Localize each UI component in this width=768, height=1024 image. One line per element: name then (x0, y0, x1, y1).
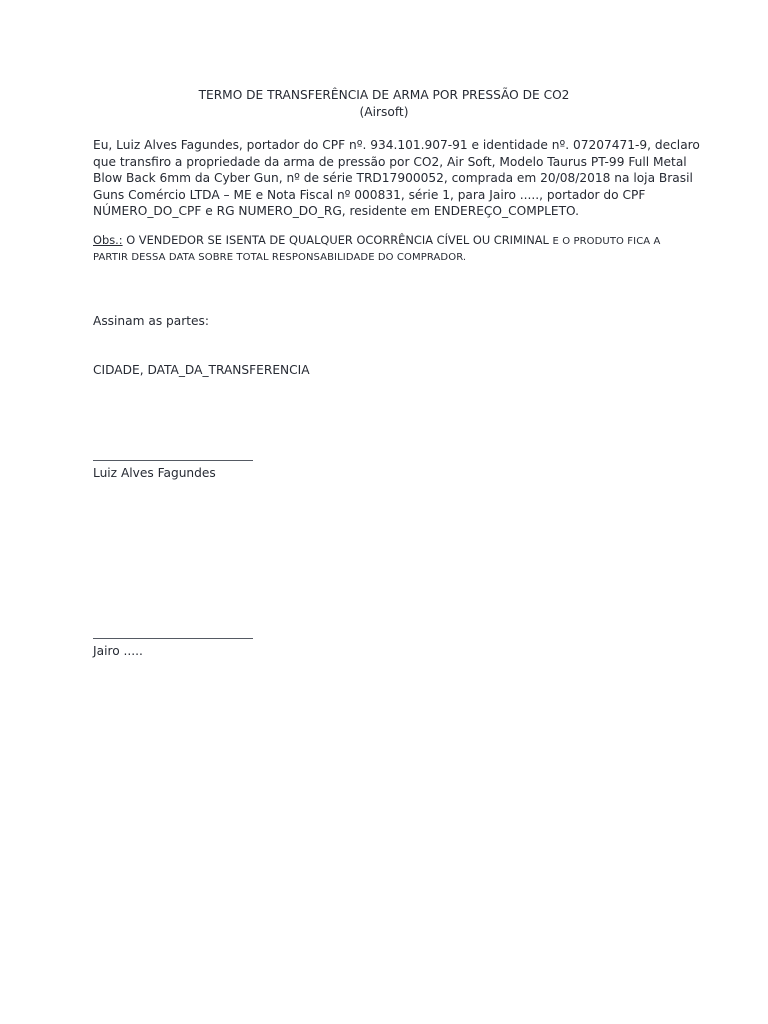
signature-line (93, 460, 253, 461)
observation-label: Obs.: (93, 233, 123, 247)
signature-line (93, 638, 253, 639)
title-subtitle: (Airsoft) (359, 104, 409, 119)
declaration-line: NÚMERO_DO_CPF e RG NUMERO_DO_RG, residente em ENDEREÇO_COMPLETO. (93, 204, 579, 219)
document-title (0, 87, 768, 120)
observation-line: PARTIR DESSA DATA SOBRE TOTAL RESPONSABILIDADE DO COMPRADOR. (93, 251, 467, 263)
seller-signature-block (93, 460, 253, 481)
seller-name: Luiz Alves Fagundes (93, 466, 216, 480)
declaration-line: Guns Comércio LTDA – ME e Nota Fiscal nº 000831, série 1, para Jairo ....., portador do CPF (93, 187, 646, 202)
observation-line (93, 233, 693, 250)
declaration-paragraph (93, 137, 700, 220)
declaration-line: Blow Back 6mm da Cyber Gun, nº de série TRD17900052, comprada em 20/08/2018 na loja Brasil (93, 171, 693, 186)
signing-parties-label: Assinam as partes: (93, 314, 210, 328)
observation-text: O VENDEDOR SE ISENTA DE QUALQUER OCORRÊNCIA CÍVEL OU CRIMINAL (122, 233, 553, 247)
observation-text-small: E O PRODUTO FICA A (552, 236, 661, 247)
buyer-signature-block (93, 638, 253, 659)
place-date-line: CIDADE, DATA_DA_TRANSFERENCIA (93, 363, 310, 377)
buyer-name: Jairo ..... (93, 644, 143, 658)
declaration-line: que transfiro a propriedade da arma de pressão por CO2, Air Soft, Modelo Taurus PT-99 Full Metal (93, 154, 687, 169)
title-main: TERMO DE TRANSFERÊNCIA DE ARMA POR PRESSÃO DE CO2 (198, 88, 570, 102)
observation-paragraph (93, 233, 693, 265)
declaration-line: Eu, Luiz Alves Fagundes, portador do CPF nº. 934.101.907-91 e identidade nº. 07207471-9, declaro (93, 138, 700, 152)
